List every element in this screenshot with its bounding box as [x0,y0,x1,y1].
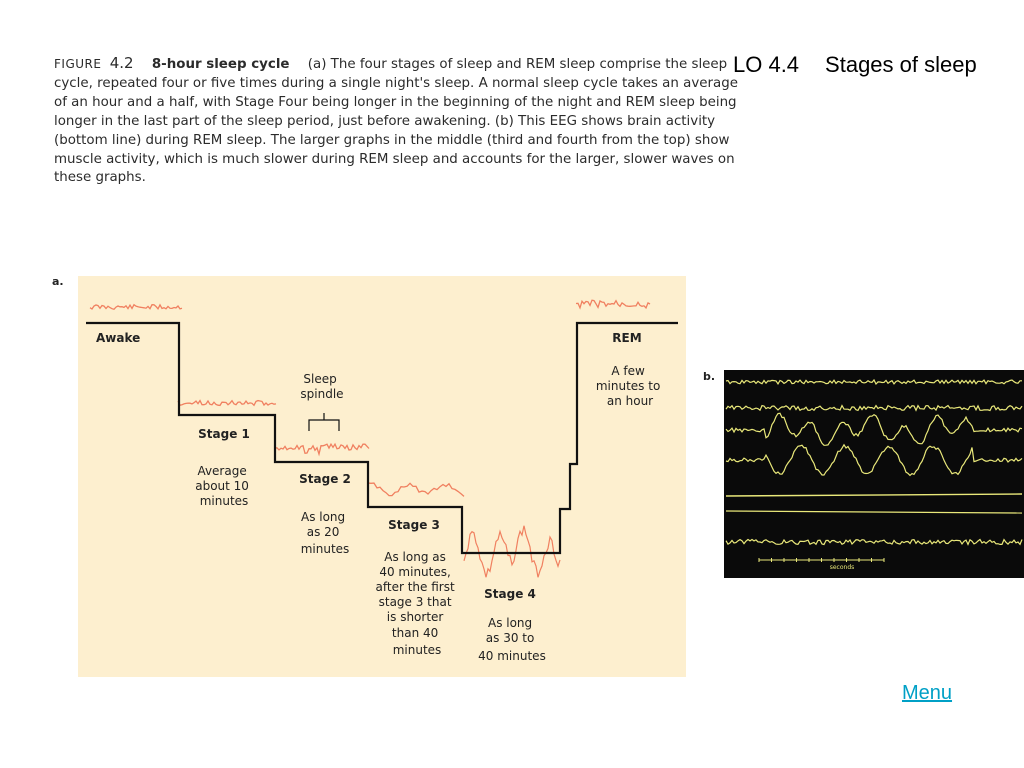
label-rem: REM [612,331,642,345]
slide-title [733,52,977,78]
caption-label: FIGURE [54,57,102,71]
label-spindle: Sleep spindle [300,372,344,401]
label-stage2-desc: As long as 20 minutes [300,510,350,556]
label-stage2: Stage 2 [299,472,351,486]
caption-title: 8-hour sleep cycle [151,57,290,72]
panel-a-label: a. [52,275,64,288]
label-awake: Awake [96,331,141,345]
sleep-cycle-diagram [78,276,686,677]
diagram-background [78,276,686,677]
rem-eeg-image [724,370,1024,578]
slide-title-text: Stages of sleep [825,52,977,77]
label-stage3: Stage 3 [388,518,440,532]
caption-text: (a) The four stages of sleep and REM sleep comprise the sleep cycle, repeated four or five times during a single night's sleep. A normal sleep cycle takes an average of an hour and a half, with Stage Four being longer in the beginning of the night and REM sleep being longer in the last part of the sleep period, just before awakening. (b) This EEG shows brain activity (bottom line) during REM sleep. The larger graphs in the middle (third and fourth from the top) show muscle activity, which is much slower during REM sleep and accounts for the larger, slower waves on these graphs. [54,57,738,186]
caption-number: 4.2 [109,54,134,72]
slide-code: LO 4.4 [733,52,800,77]
label-stage1: Stage 1 [198,427,250,441]
eeg-scale-label: seconds [829,564,855,571]
panel-b-label: b. [703,370,716,383]
menu-link[interactable]: Menu [902,682,953,704]
eeg-background [724,370,1024,578]
label-stage4-desc: As long as 30 to 40 minutes [478,616,546,663]
label-stage1-desc: Average about 10 minutes [195,464,249,508]
label-stage4: Stage 4 [484,587,536,601]
figure-caption [54,54,744,188]
label-rem-desc: A few minutes to an hour [595,364,661,408]
label-stage3-desc: As long as 40 minutes, after the first stage 3 that is shorter than 40 minutes [375,550,455,657]
